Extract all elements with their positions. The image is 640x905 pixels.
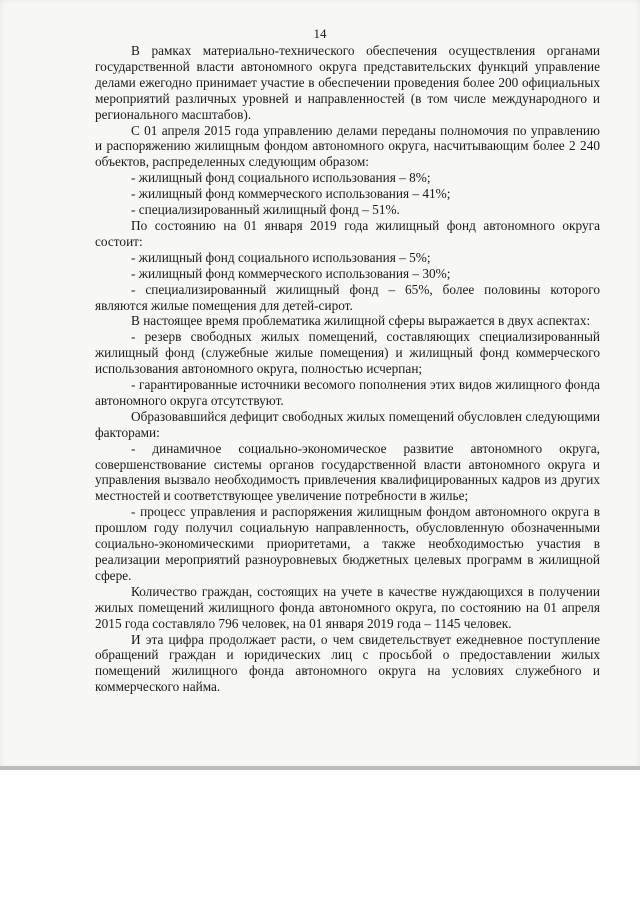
list-item: - жилищный фонд коммерческого использования – 30%;	[131, 265, 451, 281]
list-item: - жилищный фонд коммерческого использования – 41%;	[131, 186, 451, 202]
list-item: - процесс управления и распоряжения жилищным фондом автономного округа в прошлом году получил социальную направленность, обусловленную обозначенными социально-экономическими приоритетами, а также необходимостью участия в реализации мероприятий разноуровневых бюджетных целевых программ в жилищной сфере.	[95, 504, 600, 583]
paragraph-deficit: Образовавшийся дефицит свободных жилых помещений обусловлен следующими факторами:	[95, 408, 600, 440]
paragraph-growth: И эта цифра продолжает расти, о чем свидетельствует ежедневное поступление обращений граждан и юридических лиц с просьбой о предоставлении жилых помещений жилищного фонда автономного округа на условиях служебного и коммерческого найма.	[95, 631, 600, 695]
paragraph-housing-2019: По состоянию на 01 января 2019 года жилищный фонд автономного округа состоит:	[95, 217, 600, 249]
list-item: - динамичное социально-экономическое развитие автономного округа, совершенствование системы органов государственной власти автономного округа и управления вызвало необходимость привлечения квалифицированных кадров из других местностей и соответствующее увеличение потребности в жилье;	[95, 440, 600, 504]
page-number: 14	[313, 26, 327, 41]
list-item: - специализированный жилищный фонд – 65%, более половины которого являются жилые помещения для детей-сирот.	[95, 281, 600, 313]
paragraph-events: В рамках материально-технического обеспечения осуществления органами государственной власти автономного округа представительских функций управление делами ежегодно принимает участие в обеспечении проведения более 200 официальных мероприятий различных уровней и направленностей (в том числе международного и регионального масштабов).	[95, 43, 600, 122]
blank-area	[0, 770, 640, 905]
list-item: - специализированный жилищный фонд – 51%.	[131, 202, 400, 218]
list-item: - жилищный фонд социального использования – 5%;	[131, 249, 431, 265]
paragraph-housing-transfer: С 01 апреля 2015 года управлению делами переданы полномочия по управлению и распоряжению жилищным фондом автономного округа, насчитывающим более 2 240 объектов, распределенных следующим образом:	[95, 122, 600, 170]
list-item: - гарантированные источники весомого пополнения этих видов жилищного фонда автономного округа отсутствуют.	[95, 377, 600, 408]
list-item: - резерв свободных жилых помещений, составляющих специализированный жилищный фонд (служебные жилые помещения) и жилищный фонд коммерческого использования автономного округа, полностью исчерпан;	[95, 329, 600, 377]
paragraph-problems: В настоящее время проблематика жилищной сферы выражается в двух аспектах:	[131, 313, 591, 329]
paragraph-waiting-list: Количество граждан, состоящих на учете в качестве нуждающихся в получении жилых помещений жилищного фонда автономного округа, по состоянию на 01 апреля 2015 года составляло 796 человек, на 01 января 2019 года – 1145 человек.	[95, 583, 600, 631]
document-body	[95, 43, 600, 695]
list-item: - жилищный фонд социального использования – 8%;	[131, 170, 431, 186]
